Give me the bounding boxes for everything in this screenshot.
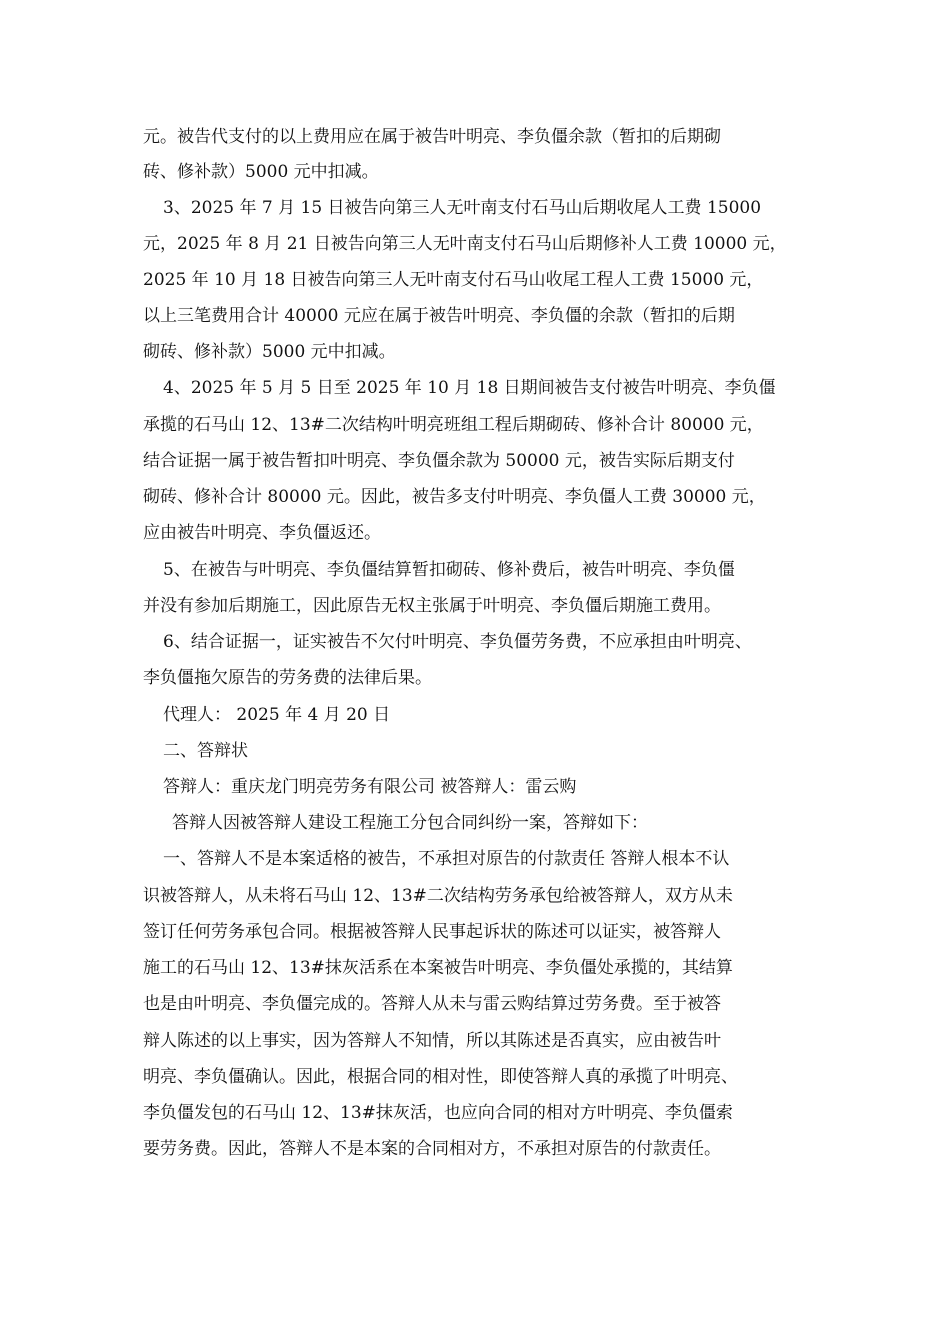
text-line: 承揽的石马山 12、13#二次结构叶明亮班组工程后期砌砖、修补合计 80000 元， [143, 415, 764, 435]
text-line: 李负僵拖欠原告的劳务费的法律后果。 [143, 668, 432, 688]
text-line: 也是由叶明亮、李负僵完成的。答辩人从未与雷云购结算过劳务费。至于被答 [143, 994, 721, 1014]
text-line: 砌砖、修补合计 80000 元。因此，被告多支付叶明亮、李负僵人工费 30000 元， [143, 487, 766, 507]
text-line: 并没有参加后期施工，因此原告无权主张属于叶明亮、李负僵后期施工费用。 [143, 596, 721, 616]
text-line: 2025 年 10 月 18 日被告向第三人无叶南支付石马山收尾工程人工费 15000 元， [143, 270, 764, 290]
section-heading: 二、答辩状 [163, 741, 248, 761]
text-line: 辩人陈述的以上事实，因为答辩人不知情，所以其陈述是否真实，应由被告叶 [143, 1031, 721, 1051]
text-line: 一、答辩人不是本案适格的被告，不承担对原告的付款责任 答辩人根本不认 [163, 849, 730, 869]
text-line: 明亮、李负僵确认。因此，根据合同的相对性，即使答辩人真的承揽了叶明亮、 [143, 1067, 738, 1087]
text-line: 结合证据一属于被告暂扣叶明亮、李负僵余款为 50000 元，被告实际后期支付 [143, 451, 735, 471]
text-line: 3、2025 年 7 月 15 日被告向第三人无叶南支付石马山后期收尾人工费 15000 [163, 198, 762, 218]
text-line: 识被答辩人，从未将石马山 12、13#二次结构劳务承包给被答辩人，双方从未 [143, 886, 733, 906]
text-line: 元。被告代支付的以上费用应在属于被告叶明亮、李负僵余款（暂扣的后期砌 [143, 127, 721, 147]
text-line: 应由被告叶明亮、李负僵返还。 [143, 523, 381, 543]
text-line: 砌砖、修补款）5000 元中扣减。 [143, 342, 396, 362]
text-line: 6、结合证据一，证实被告不欠付叶明亮、李负僵劳务费，不应承担由叶明亮、 [163, 632, 752, 652]
parties-line: 答辩人：重庆龙门明亮劳务有限公司 被答辩人：雷云购 [163, 777, 577, 797]
text-line: 4、2025 年 5 月 5 日至 2025 年 10 月 18 日期间被告支付被告叶明亮、李负僵 [163, 378, 776, 398]
text-line: 李负僵发包的石马山 12、13#抹灰活，也应向合同的相对方叶明亮、李负僵索 [143, 1103, 733, 1123]
text-line: 以上三笔费用合计 40000 元应在属于被告叶明亮、李负僵的余款（暂扣的后期 [143, 306, 735, 326]
text-line: 施工的石马山 12、13#抹灰活系在本案被告叶明亮、李负僵处承揽的，其结算 [143, 958, 733, 978]
signature-date-line: 代理人： 2025 年 4 月 20 日 [163, 705, 391, 725]
text-line: 砖、修补款）5000 元中扣减。 [143, 162, 379, 182]
text-line: 元，2025 年 8 月 21 日被告向第三人无叶南支付石马山后期修补人工费 10000 元， [143, 234, 787, 254]
text-line: 要劳务费。因此，答辩人不是本案的合同相对方，不承担对原告的付款责任。 [143, 1139, 721, 1159]
text-line: 5、在被告与叶明亮、李负僵结算暂扣砌砖、修补费后，被告叶明亮、李负僵 [163, 560, 735, 580]
text-line: 签订任何劳务承包合同。根据被答辩人民事起诉状的陈述可以证实，被答辩人 [143, 922, 721, 942]
text-line: 答辩人因被答辩人建设工程施工分包合同纠纷一案，答辩如下： [172, 813, 648, 833]
